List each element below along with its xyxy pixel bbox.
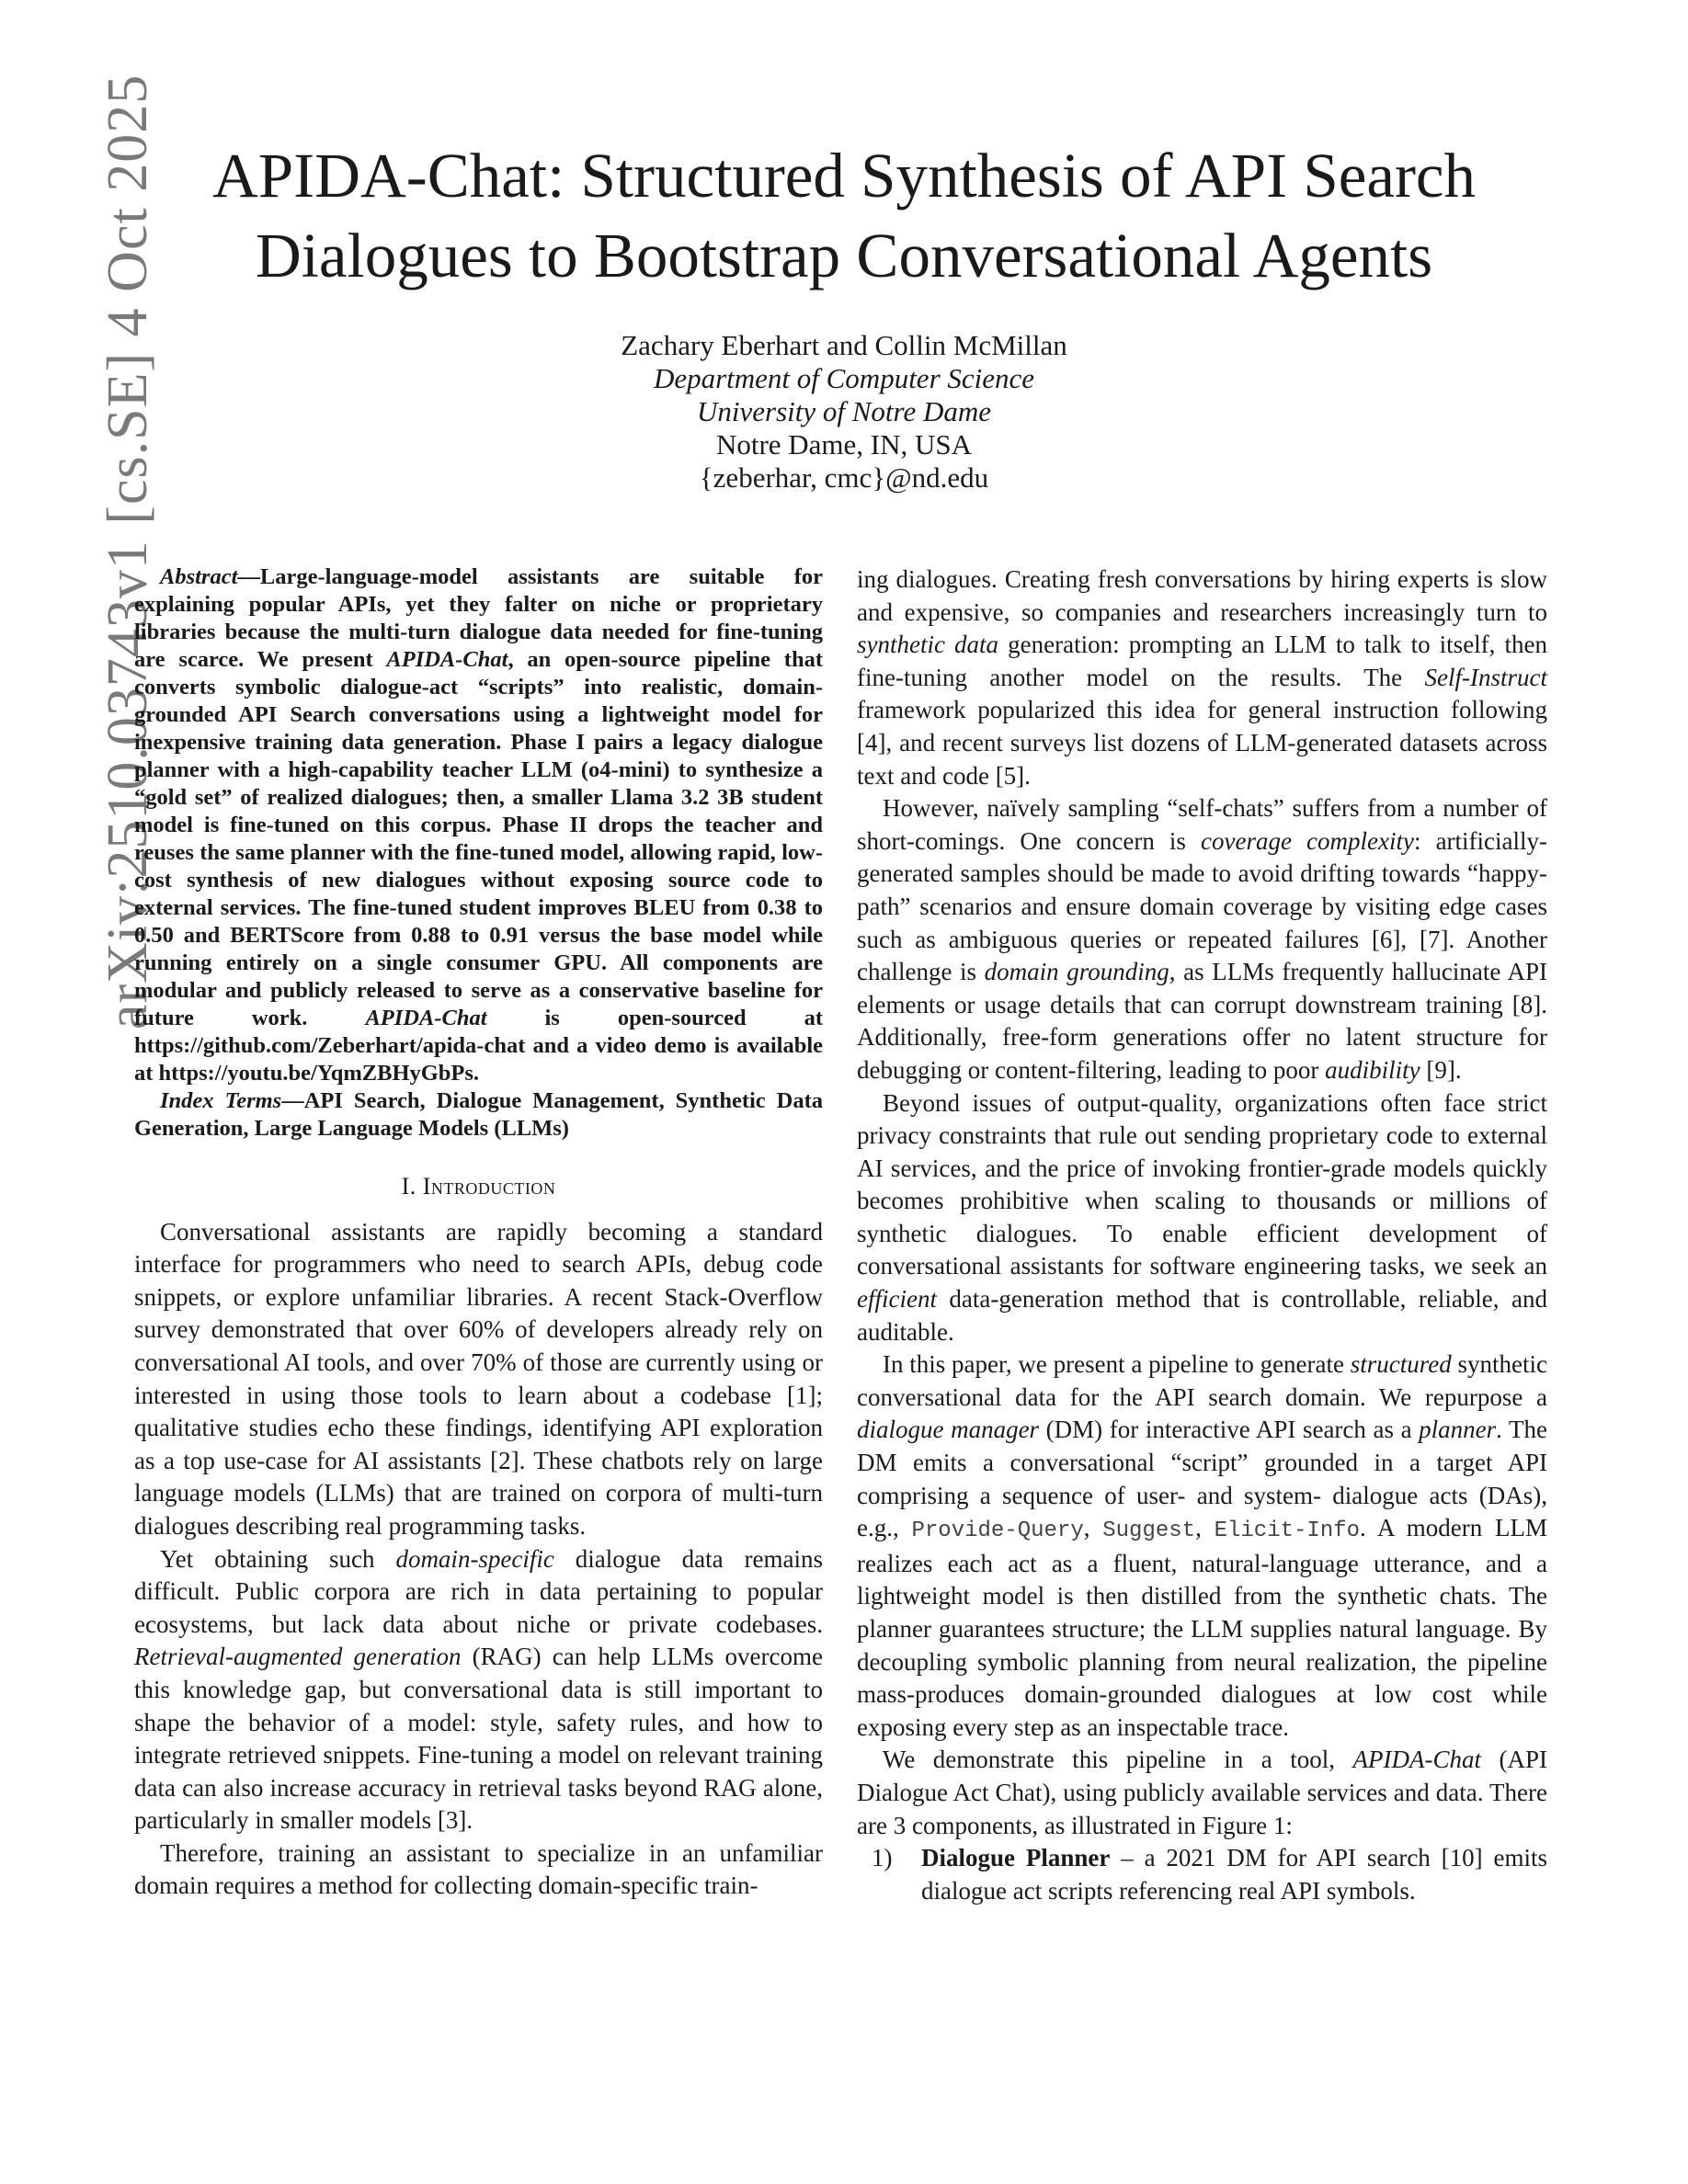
left-column: [134, 563, 823, 1903]
abstract-text-2: , an open-source pipeline that converts symbolic dialogue-act “scripts” into realistic, domain-grounded API Search conversations using a lightweight model for inexpensive training data generation. Phase I pairs a legacy dialogue planner with a high-capability teacher LLM (o4-mini) to synthesize a “gold set” of realized dialogues; then, a smaller Llama 3.2 3B student model is fine-tuned on this corpus. Phase II drops the teacher and reuses the same planner with the fine-tuned model, allowing rapid, low-cost synthesis of new dialogues without exposing source code to external services. The fine-tuned student improves BLEU from 0.38 to 0.50 and BERTScore from 0.88 to 0.91 versus the base model while running entirely on a single consumer GPU. All components are modular and publicly released to serve as a conservative baseline for future work.: [134, 647, 823, 1030]
intro-paragraph-5: Beyond issues of output-quality, organizations often face strict privacy constraints that rule out sending proprietary code to external AI services, and the price of invoking frontier-grade models quickly becomes prohibitive when scaling to thousands or millions of synthetic dialogues. To enable efficient development of conversational assistants for software engineering tasks, we seek an efficient data-generation method that is controllable, reliable, and auditable.: [857, 1088, 1547, 1346]
author-block: [0, 329, 1688, 495]
author-names: Zachary Eberhart and Collin McMillan: [621, 329, 1067, 361]
author-university: University of Notre Dame: [697, 395, 991, 427]
author-email: {zeberhar, cmc}@nd.edu: [699, 461, 989, 494]
intro-paragraph-3-cont: ing dialogues. Creating fresh conversations by hiring experts is slow and expensive, so companies and researchers increasingly turn to synthetic data generation: prompting an LLM to talk to itself, then fine-tuning another model on the results. The Self-Instruct framework popularized this idea for general instruction following [4], and recent surveys list dozens of LLM-generated datasets across text and code [5].: [857, 565, 1547, 790]
author-department: Department of Computer Science: [653, 362, 1035, 394]
abstract: [134, 563, 823, 1143]
dialogue-act-code-2: Suggest: [1102, 1519, 1196, 1544]
intro-paragraph-7: We demonstrate this pipeline in a tool, APIDA-Chat (API Dialogue Act Chat), using publicly available services and data. There are 3 components, as illustrated in Figure 1:: [857, 1746, 1548, 1839]
author-location: Notre Dame, IN, USA: [715, 428, 973, 461]
intro-paragraph-2: Yet obtaining such domain-specific dialogue data remains difficult. Public corpora are rich in data pertaining to popular ecosystems, but lack data about niche or private codebases. Retrieval-augmented generation (RAG) can help LLMs overcome this knowledge gap, but conversational data is still important to shape the behavior of a model: style, safety rules, and how to integrate retrieved snippets. Fine-tuning a model on relevant training data can also increase accuracy in retrieval tasks beyond RAG alone, particularly in smaller models [3].: [134, 1544, 823, 1835]
abstract-tool-name-2: APIDA-Chat: [365, 1006, 487, 1030]
intro-paragraph-4: However, naïvely sampling “self-chats” suffers from a number of short-comings. One concern is coverage complexity: artificially-generated samples should be made to avoid drifting towards “happy-path” scenarios and ensure domain coverage by visiting edge cases such as ambiguous queries or repeated failures [6], [7]. Another challenge is domain grounding, as LLMs frequently hallucinate API elements or usage details that can corrupt downstream training [8]. Additionally, free-form generations offer no latent structure for debugging or content-filtering, leading to poor audibility [9].: [857, 794, 1548, 1084]
intro-paragraph-3: Therefore, training an assistant to specialize in an unfamiliar domain requires a method for collecting domain-specific train-: [134, 1838, 823, 1900]
title-line-1: APIDA-Chat: Structured Synthesis of API Search: [211, 141, 1477, 210]
paper-title: [0, 136, 1688, 296]
intro-paragraph-1: Conversational assistants are rapidly becoming a standard interface for programmers who need to search APIs, debug code snippets, or explore unfamiliar libraries. A recent Stack-Overflow survey demonstrated that over 60% of developers already rely on conversational AI tools, and over 70% of those are currently using or interested in using those tools to learn about a codebase [1]; qualitative studies echo these findings, identifying API exploration as a top use-case for AI assistants [2]. These chatbots rely on large language models (LLMs) that are trained on corpora of multi-turn dialogues describing real programming tasks.: [134, 1217, 823, 1540]
index-terms-text: —API Search, Dialogue Management, Synthetic Data Generation, Large Language Models (LLMs): [134, 1088, 823, 1141]
dialogue-act-code-1: Provide-Query: [911, 1519, 1084, 1544]
intro-paragraph-6: In this paper, we present a pipeline to generate structured synthetic conversational data for the API search domain. We repurpose a dialogue manager (DM) for interactive API search as a planner. The DM emits a conversational “script” grounded in a target API comprising a sequence of user- and system- dialogue acts (DAs), e.g., Provide-Query, Suggest, Elicit-Info. A modern LLM realizes each act as a fluent, natural-language utterance, and a lightweight model is then distilled from the synthetic chats. The planner guarantees structure; the LLM supplies natural language. By decoupling symbolic planning from neural realization, the pipeline mass-produces domain-grounded dialogues at low cost while exposing every step as an inspectable trace.: [857, 1350, 1548, 1741]
index-terms-label: Index Terms: [160, 1088, 282, 1113]
section-heading-introduction: I. Introduction: [401, 1173, 556, 1200]
abstract-text-3: is open-sourced at https://github.com/Zeberhart/apida-chat and a video demo is available at https://youtu.be/YqmZBHyGbPs.: [134, 1006, 823, 1086]
components-list: [857, 1842, 1547, 1907]
index-terms: [134, 1087, 823, 1143]
abstract-tool-name-1: APIDA-Chat: [386, 647, 508, 672]
dialogue-act-code-3: Elicit-Info: [1214, 1519, 1361, 1544]
arxiv-identifier: arXiv:2510.03743v1 [cs.SE] 4 Oct 2025: [97, 74, 159, 1029]
list-item: 1) Dialogue Planner – a 2021 DM for API search [10] emits dialogue act scripts referencing real API symbols.: [872, 1844, 1547, 1905]
title-line-2: Dialogues to Bootstrap Conversational Agents: [255, 221, 1433, 290]
abstract-text-1: —Large-language-model assistants are suitable for explaining popular APIs, yet they falter on niche or proprietary libraries because the multi-turn dialogue data needed for fine-tuning are scarce. We present: [134, 564, 823, 672]
abstract-label: Abstract: [160, 564, 238, 589]
right-column: [857, 563, 1547, 1907]
